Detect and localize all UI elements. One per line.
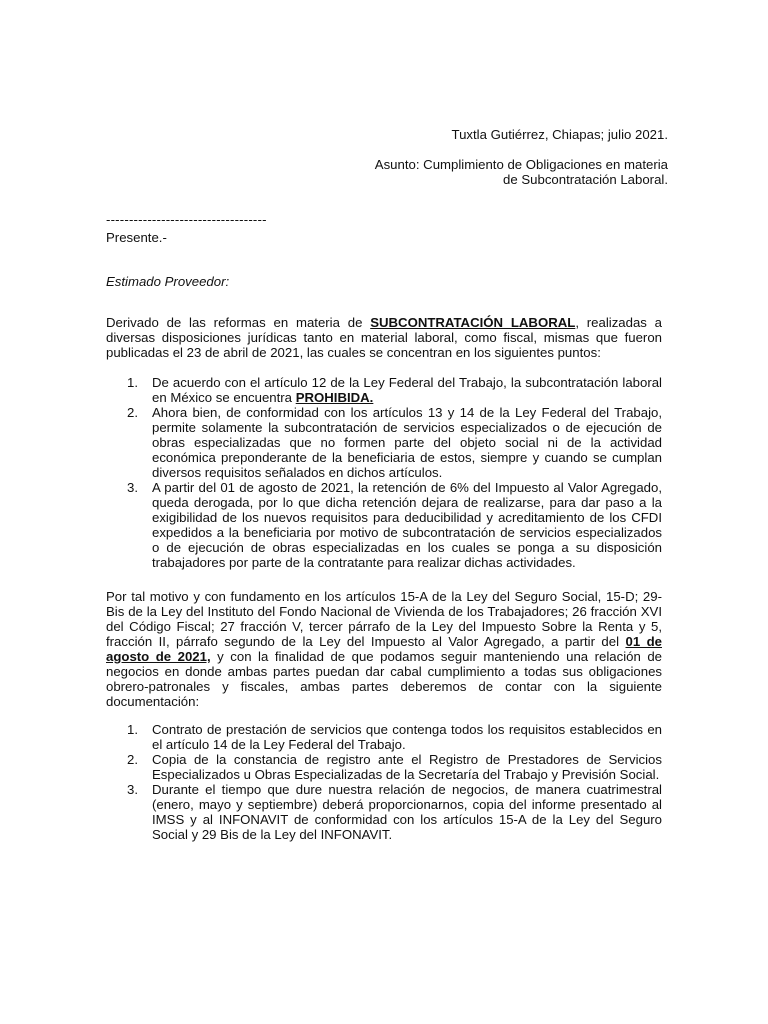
intro-text-1: Derivado de las reformas en materia de	[106, 315, 371, 330]
list-item-text: De acuerdo con el artículo 12 de la Ley Federal del Trabajo, la subcontratación laboral en México se encuentra	[152, 375, 662, 405]
list-item-number: 1.	[127, 722, 138, 737]
subject-line-2: de Subcontratación Laboral.	[503, 172, 668, 187]
intro-highlight: SUBCONTRATACIÓN LABORAL	[370, 315, 576, 330]
intro-paragraph	[106, 315, 662, 360]
reform-points-list	[127, 375, 662, 570]
list-item-number: 2.	[127, 405, 138, 420]
list-item	[127, 375, 662, 405]
list-item-number: 1.	[127, 375, 138, 390]
subject-block	[375, 157, 668, 187]
list-item-text: Durante el tiempo que dure nuestra relación de negocios, de manera cuatrimestral (enero, mayo y septiembre) deberá proporcionarnos, copia del informe presentado al IMSS y al INFONAVIT de conformidad con los artículos 15-A de la Ley del Seguro Social y 29 Bis de la Ley del INFONAVIT.	[152, 782, 662, 842]
intro-text-2: , realizadas a diversas disposiciones jurídicas tanto en material laboral, como fiscal, mismas que fueron publicadas el 23 de abril de 2021, las cuales se concentran en los siguientes puntos:	[106, 315, 663, 360]
motivo-text-1: Por tal motivo y con fundamento en los artículos 15-A de la Ley del Seguro Social, 15-D; 29-Bis de la Ley del Instituto del Fondo Nacional de Vivienda de los Trabajadores; 26 fracción XVI del Código Fiscal; 27 fracción V, tercer párrafo de la Ley del Impuesto Sobre la Renta y 5, fracción II, párrafo segundo de la Ley del Impuesto al Valor Agregado, a partir del	[106, 589, 662, 649]
list-item-number: 3.	[127, 782, 138, 797]
motivo-paragraph	[106, 589, 662, 709]
motivo-date-highlight: 01 de agosto de 2021,	[106, 634, 662, 664]
date-line: Tuxtla Gutiérrez, Chiapas; julio 2021.	[451, 127, 668, 142]
list-item-text: Contrato de prestación de servicios que contenga todos los requisitos establecidos en el artículo 14 de la Ley Federal del Trabajo.	[152, 722, 662, 752]
list-item	[127, 480, 662, 570]
list-item-number: 2.	[127, 752, 138, 767]
motivo-text-2: y con la finalidad de que podamos seguir manteniendo una relación de negocios en donde ambas partes puedan dar cabal cumplimiento a todas sus obligaciones obrero-patronales y fiscales, ambas partes deberemos de contar con la siguiente documentación:	[106, 649, 662, 709]
list-item-text: Copia de la constancia de registro ante el Registro de Prestadores de Servicios Especializados u Obras Especializadas de la Secretaría del Trabajo y Previsión Social.	[152, 752, 662, 782]
documents-list	[127, 722, 662, 842]
list-item	[127, 752, 662, 782]
list-item	[127, 405, 662, 480]
presente-line: Presente.-	[106, 230, 167, 245]
list-item-number: 3.	[127, 480, 138, 495]
prohibida-emphasis: PROHIBIDA.	[295, 390, 374, 405]
subject-line-1: Asunto: Cumplimiento de Obligaciones en materia	[374, 157, 668, 172]
list-item-text: A partir del 01 de agosto de 2021, la retención de 6% del Impuesto al Valor Agregado, queda derogada, por lo que dicha retención dejara de realizarse, para dar paso a la exigibilidad de los nuevos requisitos para deducibilidad y acreditamiento de los CFDI expedidos a la beneficiaria por motivo de subcontratación de servicios especializados o de ejecución de obras especializadas en los cuales se ponga a su disposición trabajadores por parte de la contratante para realizar dichas actividades.	[152, 480, 662, 570]
list-item-text: Ahora bien, de conformidad con los artículos 13 y 14 de la Ley Federal del Trabajo, permite solamente la subcontratación de servicios especializados o de ejecución de obras especializadas que no formen parte del objeto social ni de la actividad económica preponderante de la beneficiaria de estos, siempre y cuando se cumplan diversos requisitos señalados en dichos artículos.	[152, 405, 662, 480]
recipient-dashes: -----------------------------------	[106, 212, 267, 227]
list-item	[127, 782, 662, 842]
salutation: Estimado Proveedor:	[106, 274, 230, 289]
list-item	[127, 722, 662, 752]
